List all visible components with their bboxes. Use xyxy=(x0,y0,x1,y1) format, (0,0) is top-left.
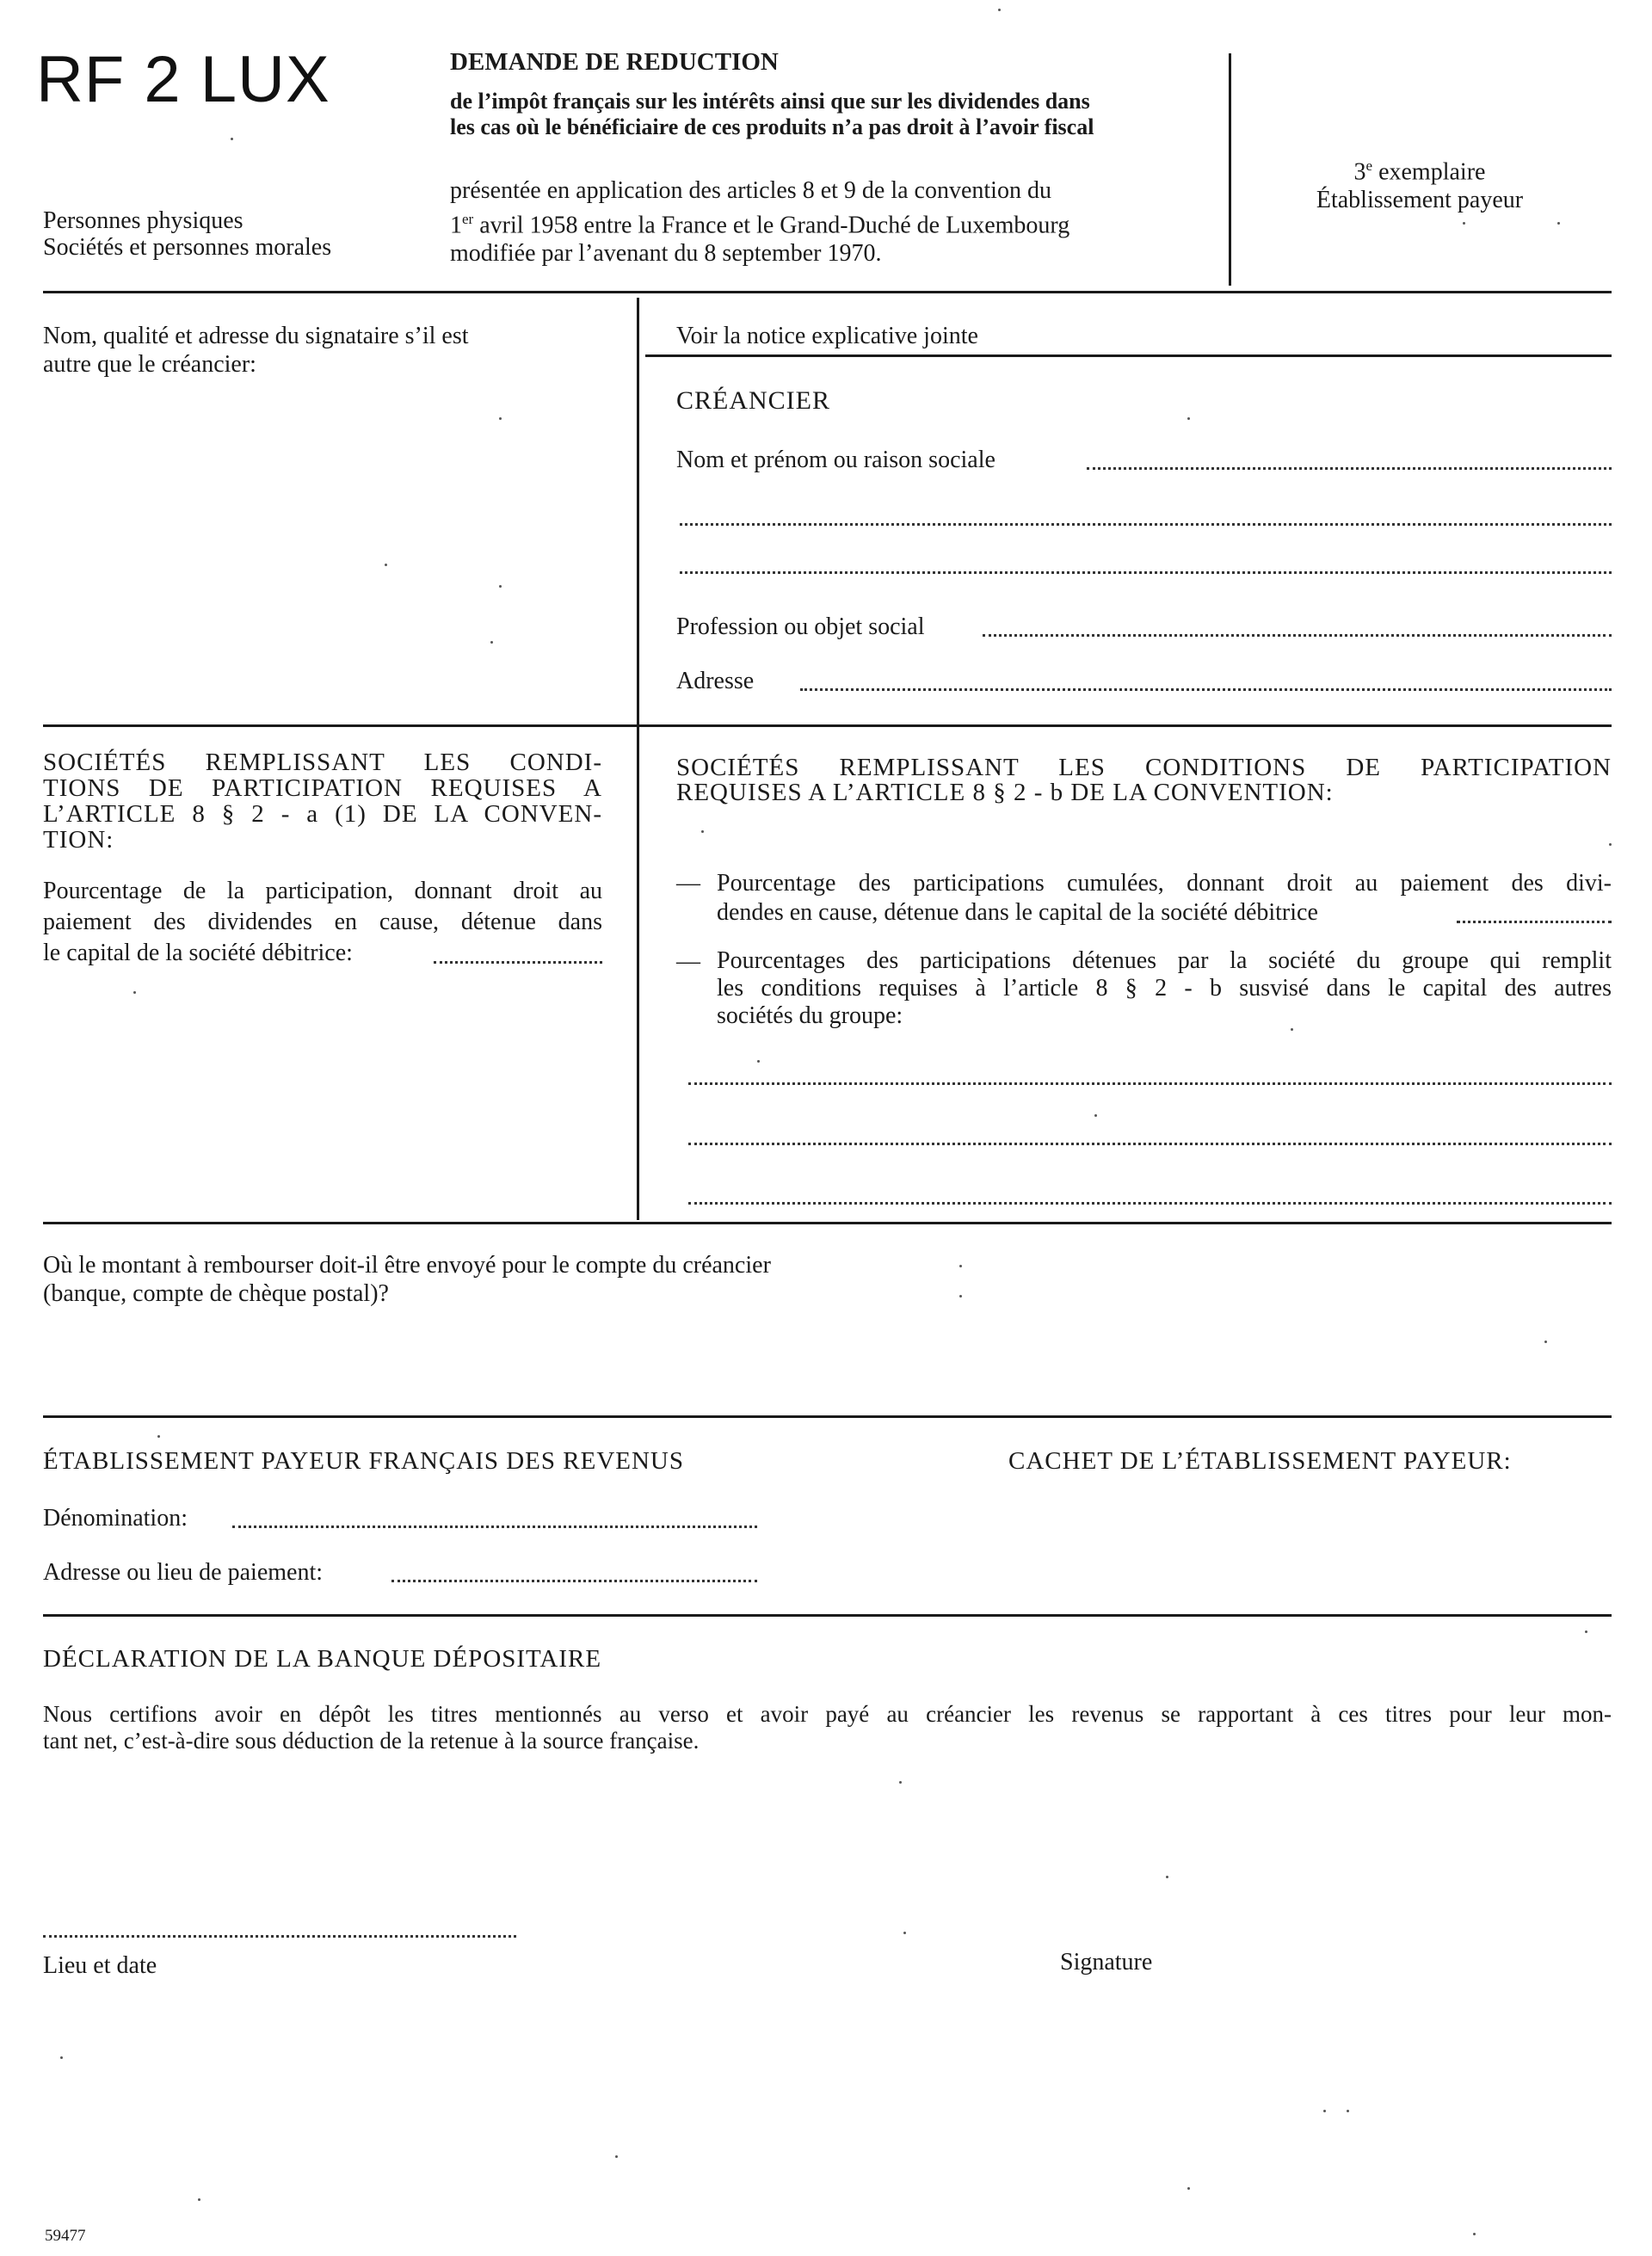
companies-b-heading xyxy=(676,755,1612,805)
creditor-notice: Voir la notice explicative jointe xyxy=(676,323,978,349)
scan-speck xyxy=(899,1781,902,1784)
form-title: DEMANDE DE REDUCTION xyxy=(450,48,779,76)
scan-speck xyxy=(1585,1630,1587,1633)
scan-speck xyxy=(60,2056,63,2059)
refund-question xyxy=(43,1251,989,1308)
bank-place-date-label: Lieu et date xyxy=(43,1952,157,1979)
form-legal-line-2-pre: 1 xyxy=(450,212,462,239)
form-subtitle xyxy=(450,89,1199,140)
creditor-name-label: Nom et prénom ou raison sociale xyxy=(676,447,996,473)
companies-a-heading-line-1: SOCIÉTÉS REMPLISSANT LES CONDI- xyxy=(43,749,602,776)
copy-info xyxy=(1265,151,1575,214)
companies-a-text xyxy=(43,876,602,969)
payer-address-label: Adresse ou lieu de paiement: xyxy=(43,1559,324,1586)
bank-place-date-field[interactable] xyxy=(43,1935,516,1938)
companies-b-group-field-line-3[interactable] xyxy=(688,1202,1612,1205)
form-legal-basis xyxy=(450,176,1199,268)
header-divider xyxy=(1229,53,1231,286)
creditor-name-field[interactable] xyxy=(1087,467,1612,470)
companies-b-item-2-line-3: sociétés du groupe: xyxy=(717,1002,903,1029)
rule-notice xyxy=(645,354,1612,357)
scan-speck xyxy=(198,2198,200,2201)
scan-speck xyxy=(499,417,502,420)
creditor-profession-label: Profession ou objet social xyxy=(676,613,925,640)
scan-speck xyxy=(133,991,136,994)
copy-number-line xyxy=(1265,151,1575,186)
companies-a-percentage-field[interactable] xyxy=(434,961,602,964)
rule-payer xyxy=(43,1614,1612,1617)
scan-speck xyxy=(1187,2187,1190,2190)
scan-speck xyxy=(157,1435,160,1438)
companies-b-item-2-line-1: Pourcentages des participations détenues par la société du groupe qui remplit xyxy=(717,947,1612,974)
scan-speck xyxy=(1187,417,1190,420)
creditor-profession-field[interactable] xyxy=(983,634,1612,637)
column-divider-lower xyxy=(637,730,639,1220)
scan-speck xyxy=(231,138,233,140)
form-legal-line-1: présentée en application des articles 8 et 9 de la convention du xyxy=(450,177,1051,204)
scan-speck xyxy=(757,1060,760,1063)
scan-speck xyxy=(1463,222,1465,225)
creditor-address-label: Adresse xyxy=(676,668,755,694)
scan-speck xyxy=(499,585,502,588)
scan-speck xyxy=(1166,1876,1168,1878)
refund-question-line-2: (banque, compte de chèque postal)? xyxy=(43,1280,389,1307)
copy-label: exemplaire xyxy=(1372,158,1486,186)
companies-b-item-1-dash: — xyxy=(676,870,700,897)
companies-b-item-2 xyxy=(717,947,1612,1030)
payer-address-field[interactable] xyxy=(391,1580,757,1582)
form-category-1: Personnes physiques xyxy=(43,207,243,234)
scan-speck xyxy=(1291,1028,1293,1031)
rule-creditor xyxy=(43,724,1612,727)
rule-companies xyxy=(43,1222,1612,1224)
scan-speck xyxy=(1609,843,1612,846)
creditor-address-field[interactable] xyxy=(800,688,1612,691)
companies-a-heading-line-2: TIONS DE PARTICIPATION REQUISES A xyxy=(43,774,602,802)
signatory-label-line-1: Nom, qualité et adresse du signataire s’il est xyxy=(43,323,469,349)
signatory-label xyxy=(43,322,594,379)
companies-a-text-line-1: Pourcentage de la participation, donnant droit au xyxy=(43,878,602,904)
form-category-2: Sociétés et personnes morales xyxy=(43,234,332,261)
creditor-name-field-line-2[interactable] xyxy=(680,523,1612,526)
rule-refund xyxy=(43,1415,1612,1418)
rule-header xyxy=(43,291,1612,293)
form-code: RF 2 LUX xyxy=(36,43,330,116)
companies-b-item-1 xyxy=(717,869,1612,928)
form-legal-line-2-post: avril 1958 entre la France et le Grand-Duché de Luxembourg xyxy=(473,212,1070,239)
scan-speck xyxy=(1347,2110,1349,2112)
refund-account-field[interactable] xyxy=(43,1316,1609,1411)
copy-number-sup: e xyxy=(1365,157,1373,174)
scan-speck xyxy=(959,1265,962,1267)
form-legal-line-2 xyxy=(450,205,1199,239)
companies-b-group-field-line-1[interactable] xyxy=(688,1082,1612,1085)
payer-stamp-area[interactable] xyxy=(1008,1489,1611,1609)
payer-heading: ÉTABLISSEMENT PAYEUR FRANÇAIS DES REVENUS xyxy=(43,1447,685,1475)
scan-speck xyxy=(1094,1114,1097,1117)
companies-b-item-2-dash: — xyxy=(676,948,700,975)
scan-speck xyxy=(998,9,1001,11)
form-legal-line-3: modifiée par l’avenant du 8 september 1970. xyxy=(450,240,882,268)
companies-a-text-line-2: paiement des dividendes en cause, détenue dans xyxy=(43,909,602,935)
bank-heading: DÉCLARATION DE LA BANQUE DÉPOSITAIRE xyxy=(43,1645,602,1673)
companies-b-item-2-line-2: les conditions requises à l’article 8 § 2 - b susvisé dans le capital des autres xyxy=(717,975,1612,1002)
form-subtitle-line-1: de l’impôt français sur les intérêts ainsi que sur les dividendes dans xyxy=(450,89,1090,114)
payer-stamp-heading: CACHET DE L’ÉTABLISSEMENT PAYEUR: xyxy=(1008,1447,1512,1475)
form-legal-line-2-sup: er xyxy=(462,211,474,227)
companies-b-group-field-line-2[interactable] xyxy=(688,1143,1612,1145)
bank-declaration-line-2: tant net, c’est-à-dire sous déduction de la retenue à la source française. xyxy=(43,1728,700,1754)
form-footer-code: 59477 xyxy=(45,2227,86,2245)
signatory-field[interactable] xyxy=(43,387,602,697)
companies-a-heading-line-3: L’ARTICLE 8 § 2 - a (1) DE LA CONVEN- xyxy=(43,800,602,828)
bank-signature-label: Signature xyxy=(1060,1949,1153,1976)
companies-a-heading-line-4: TION: xyxy=(43,826,114,854)
companies-b-cumulative-field[interactable] xyxy=(1457,921,1612,923)
payer-denomination-label: Dénomination: xyxy=(43,1505,188,1532)
scan-speck xyxy=(490,641,493,644)
bank-declaration-text xyxy=(43,1701,1612,1754)
copy-recipient: Établissement payeur xyxy=(1316,187,1524,214)
companies-b-heading-line-1: SOCIÉTÉS REMPLISSANT LES CONDITIONS DE PARTICIPATION xyxy=(676,754,1612,781)
scan-speck xyxy=(1473,2233,1476,2235)
companies-a-heading xyxy=(43,749,602,853)
companies-a-text-line-3: le capital de la société débitrice: xyxy=(43,940,353,966)
payer-denomination-field[interactable] xyxy=(232,1526,757,1528)
companies-b-heading-line-2: REQUISES A L’ARTICLE 8 § 2 - b DE LA CONVENTION: xyxy=(676,779,1334,806)
copy-number: 3 xyxy=(1353,158,1366,186)
scan-speck xyxy=(1544,1341,1547,1343)
companies-b-item-1-line-2: dendes en cause, détenue dans le capital de la société débitrice xyxy=(717,899,1318,926)
scan-speck xyxy=(615,2155,618,2158)
signatory-label-line-2: autre que le créancier: xyxy=(43,351,256,378)
scan-speck xyxy=(1323,2110,1326,2112)
creditor-heading: CRÉANCIER xyxy=(676,386,831,415)
creditor-name-field-line-3[interactable] xyxy=(680,571,1612,574)
scan-speck xyxy=(959,1295,962,1298)
form-subtitle-line-2: les cas où le bénéficiaire de ces produits n’a pas droit à l’avoir fiscal xyxy=(450,114,1094,139)
scan-speck xyxy=(1557,222,1560,225)
bank-signature-area[interactable] xyxy=(1058,1841,1609,1945)
column-divider-upper xyxy=(637,298,639,730)
scan-speck xyxy=(701,830,704,833)
refund-question-line-1: Où le montant à rembourser doit-il être envoyé pour le compte du créancier xyxy=(43,1252,771,1279)
scan-speck xyxy=(903,1932,906,1934)
bank-declaration-line-1: Nous certifions avoir en dépôt les titres mentionnés au verso et avoir payé au créancier les revenus se rapportant à ces titres pour leur mon- xyxy=(43,1701,1612,1727)
companies-b-item-1-line-1: Pourcentage des participations cumulées, donnant droit au paiement des divi- xyxy=(717,870,1612,897)
scan-speck xyxy=(385,564,387,566)
